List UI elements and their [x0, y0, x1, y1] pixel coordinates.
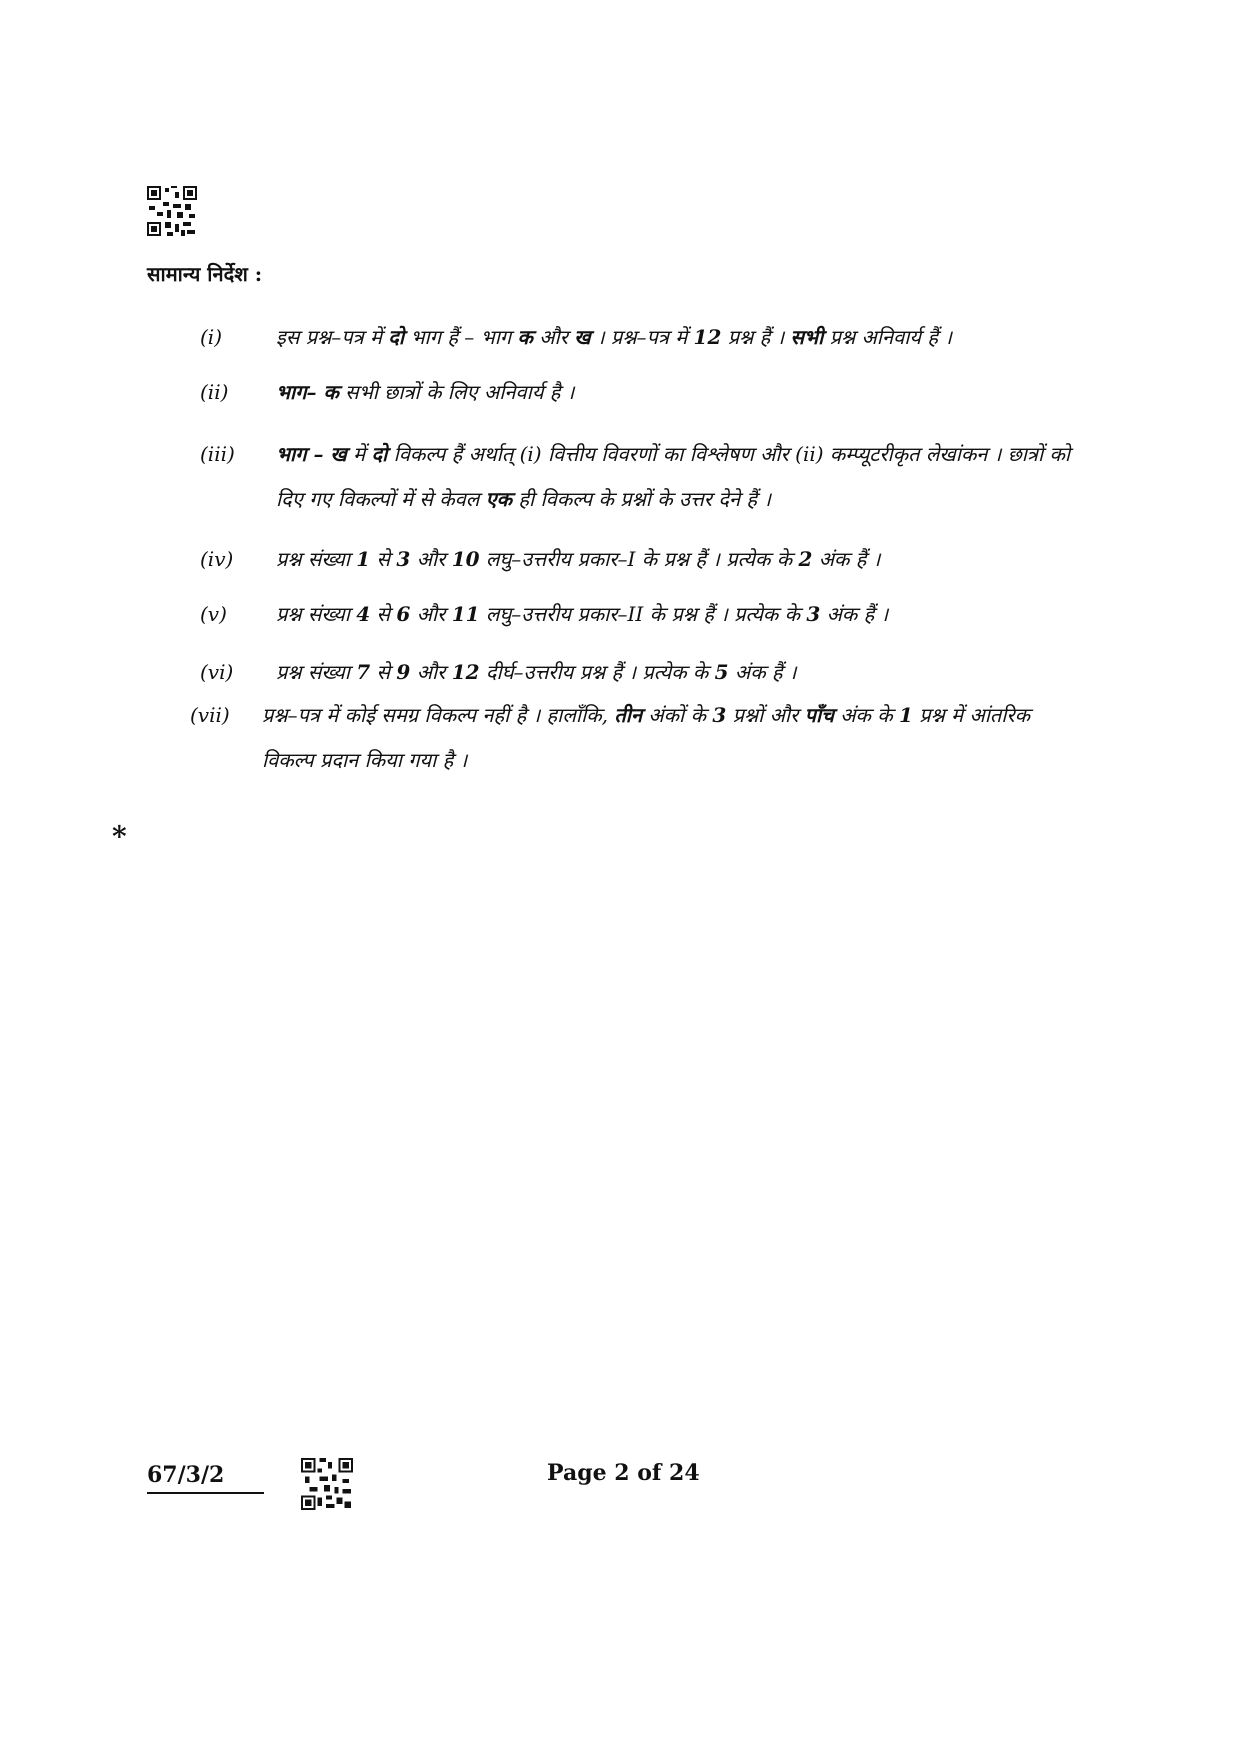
instruction-fragment: प्रश्न संख्या — [276, 547, 357, 571]
instruction-fragment: प्रश्न हैं । — [721, 325, 791, 349]
emphasis-text: 5 — [714, 660, 729, 684]
instruction-fragment: अंक के — [833, 703, 899, 727]
instruction-number: (ii) — [200, 380, 229, 404]
emphasis-text: ख — [574, 325, 591, 349]
instruction-number: (i) — [200, 325, 223, 349]
instruction-fragment: । प्रश्न–पत्र में — [590, 325, 694, 349]
emphasis-text: क — [517, 325, 533, 349]
instruction-fragment: से — [370, 602, 397, 626]
emphasis-text: 7 — [356, 660, 371, 684]
instruction-fragment: में — [346, 442, 372, 466]
emphasis-text: भाग – ख — [276, 442, 347, 466]
instruction-fragment: प्रश्नों और — [726, 703, 805, 727]
instruction-text — [276, 370, 1086, 415]
emphasis-text: 1 — [356, 547, 371, 571]
emphasis-text: 1 — [898, 703, 913, 727]
instruction-number: (iii) — [200, 442, 235, 466]
emphasis-text: 10 — [451, 547, 480, 571]
instruction-fragment: और — [410, 660, 452, 684]
instruction-fragment: और — [410, 602, 452, 626]
instruction-number: (v) — [200, 602, 227, 626]
emphasis-text: 4 — [356, 602, 371, 626]
instruction-text — [276, 537, 1086, 582]
instruction-fragment: प्रश्न में आंतरिक विकल्प प्रदान किया गया है । — [262, 703, 1031, 772]
emphasis-text: दो — [371, 442, 388, 466]
instruction-fragment: अंक हैं । — [820, 602, 889, 626]
emphasis-text: 3 — [396, 547, 411, 571]
emphasis-text: 11 — [451, 602, 480, 626]
paper-code: 67/3/2 — [147, 1462, 225, 1488]
instruction-fragment: प्रश्न संख्या — [276, 602, 357, 626]
instruction-fragment: प्रश्न संख्या — [276, 660, 357, 684]
instruction-fragment: विकल्प हैं अर्थात् (i) वित्तीय विवरणों का विश्लेषण और (ii) कम्प्यूटरीकृत लेखांकन । छात्रों को दिए गए विकल्पों में से केवल — [276, 442, 1071, 511]
emphasis-text: 3 — [712, 703, 727, 727]
emphasis-text: दो — [388, 325, 405, 349]
instruction-fragment: ही विकल्प के प्रश्नों के उत्तर देने हैं । — [512, 487, 771, 511]
instruction-text — [276, 650, 1086, 695]
instruction-fragment: भाग हैं – भाग — [404, 325, 518, 349]
emphasis-text: सभी — [790, 325, 824, 349]
instruction-fragment: प्रश्न–पत्र में कोई समग्र विकल्प नहीं है । हालाँकि, — [262, 703, 615, 727]
emphasis-text: एक — [485, 487, 513, 511]
instruction-text — [276, 432, 1086, 522]
instruction-text — [276, 592, 1086, 637]
instruction-fragment: और — [532, 325, 575, 349]
instruction-fragment: अंक हैं । — [812, 547, 881, 571]
instruction-fragment: अंक हैं । — [728, 660, 797, 684]
page-number: Page 2 of 24 — [547, 1460, 700, 1486]
instruction-number: (vii) — [190, 703, 230, 727]
emphasis-text: 12 — [693, 325, 722, 349]
instruction-fragment: से — [370, 547, 397, 571]
emphasis-text: तीन — [614, 703, 643, 727]
emphasis-text: 3 — [806, 602, 821, 626]
instruction-number: (vi) — [200, 660, 234, 684]
paper-code-underline — [147, 1492, 264, 1494]
instruction-fragment: सभी छात्रों के लिए अनिवार्य है । — [338, 380, 575, 404]
instruction-fragment: से — [370, 660, 397, 684]
emphasis-text: 12 — [451, 660, 480, 684]
asterisk-mark: * — [112, 820, 127, 853]
instruction-text — [276, 315, 1086, 360]
instruction-text — [262, 693, 1086, 783]
instruction-fragment: लघु–उत्तरीय प्रकार–II के प्रश्न हैं । प्रत्येक के — [479, 602, 807, 626]
emphasis-text: भाग– क — [276, 380, 339, 404]
emphasis-text: 2 — [798, 547, 813, 571]
instruction-fragment: लघु–उत्तरीय प्रकार–I के प्रश्न हैं । प्रत्येक के — [479, 547, 799, 571]
qr-code-icon — [301, 1458, 353, 1510]
instruction-fragment: और — [410, 547, 452, 571]
emphasis-text: 9 — [396, 660, 411, 684]
instruction-fragment: प्रश्न अनिवार्य हैं । — [823, 325, 952, 349]
emphasis-text: 6 — [396, 602, 411, 626]
instruction-fragment: अंकों के — [642, 703, 713, 727]
general-instructions-heading: सामान्य निर्देश : — [147, 262, 263, 286]
instruction-fragment: दीर्घ–उत्तरीय प्रश्न हैं । प्रत्येक के — [479, 660, 715, 684]
emphasis-text: पाँच — [804, 703, 834, 727]
qr-code-icon — [147, 186, 197, 236]
instruction-number: (iv) — [200, 547, 234, 571]
instruction-fragment: इस प्रश्न–पत्र में — [276, 325, 389, 349]
